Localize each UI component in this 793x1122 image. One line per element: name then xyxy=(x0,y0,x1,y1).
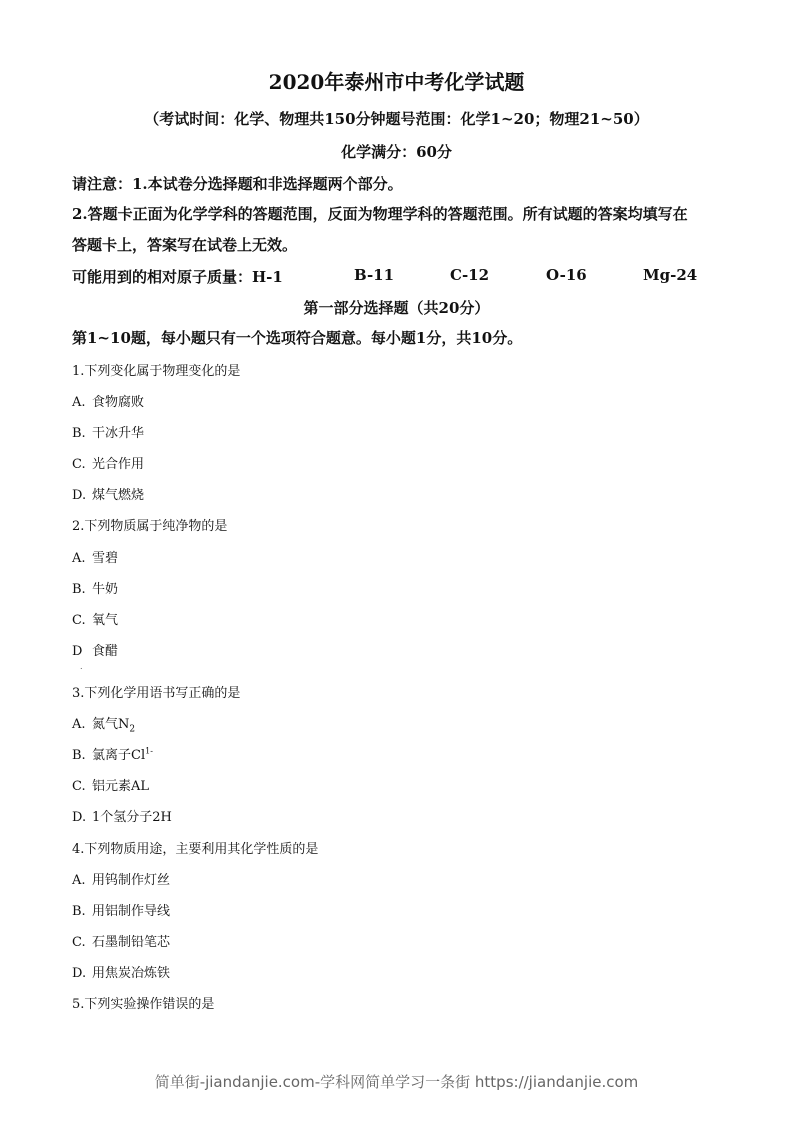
question-stem: 1.下列变化属于物理变化的是 xyxy=(72,364,241,379)
option-label: C. xyxy=(72,457,86,472)
footer-watermark: 简单街-jiandanjie.com-学科网简单学习一条街 https://jiandanjie.com xyxy=(154,1073,639,1091)
option-label: D xyxy=(72,644,83,659)
option-text: 雪碧 xyxy=(92,551,119,566)
option-c xyxy=(72,453,144,472)
option-label: B. xyxy=(72,904,86,919)
option-text: 牛奶 xyxy=(92,582,119,597)
option-label: B. xyxy=(72,748,86,763)
question-stem: 5.下列实验操作错误的是 xyxy=(72,997,215,1012)
option-d xyxy=(72,962,170,981)
option-text: 光合作用 xyxy=(92,457,145,472)
option-d xyxy=(72,484,144,503)
option-d xyxy=(72,806,172,825)
page-title: 2020年泰州市中考化学试题 xyxy=(268,70,525,94)
option-c xyxy=(72,609,118,628)
formula-subscript: 2 xyxy=(129,724,136,735)
atomic-mass-o: O-16 xyxy=(546,266,587,284)
option-text: 氯离子Cl xyxy=(92,748,146,763)
section-instruction: 第1~10题，每小题只有一个选项符合题意。每小题1分，共10分。 xyxy=(72,329,523,347)
option-label: C. xyxy=(72,613,86,628)
option-label: D. xyxy=(72,488,87,503)
full-score-note: 化学满分：60分 xyxy=(341,143,452,161)
option-text: 1个氢分子2H xyxy=(92,810,172,825)
option-label: A. xyxy=(72,873,86,888)
option-c xyxy=(72,931,170,950)
ion-charge-superscript: 1- xyxy=(145,746,153,756)
option-a xyxy=(72,391,144,410)
option-text: 石墨制铅笔芯 xyxy=(92,935,171,950)
option-label: A. xyxy=(72,551,86,566)
note-2-line-2: 答题卡上，答案写在试卷上无效。 xyxy=(72,236,298,254)
atomic-mass-label: 可能用到的相对原子质量：H-1 xyxy=(72,268,283,286)
option-text: 铝元素AL xyxy=(92,779,150,794)
option-text: 干冰升华 xyxy=(92,426,145,441)
option-label: A. xyxy=(72,717,86,732)
option-c xyxy=(72,775,149,794)
option-text: 煤气燃烧 xyxy=(92,488,145,503)
atomic-mass-b: B-11 xyxy=(354,266,395,284)
option-a xyxy=(72,869,170,888)
option-b xyxy=(72,578,118,597)
option-label: C. xyxy=(72,935,86,950)
option-label: B. xyxy=(72,582,86,597)
question-stem: 3.下列化学用语书写正确的是 xyxy=(72,686,241,701)
option-text: 用铝制作导线 xyxy=(92,904,171,919)
section-title: 第一部分选择题（共20分） xyxy=(303,299,490,317)
question-stem: 2.下列物质属于纯净物的是 xyxy=(72,519,228,534)
question-stem: 4.下列物质用途，主要利用其化学性质的是 xyxy=(72,842,319,857)
option-text: 食物腐败 xyxy=(92,395,145,410)
option-text: 氮气N xyxy=(92,717,130,732)
option-label: C. xyxy=(72,779,86,794)
option-text: 用焦炭冶炼铁 xyxy=(92,966,171,981)
option-d xyxy=(72,640,118,659)
stray-mark: . xyxy=(80,662,83,671)
option-label: A. xyxy=(72,395,86,410)
option-label: D. xyxy=(72,810,87,825)
note-2-line-1: 2.答题卡正面为化学学科的答题范围，反面为物理学科的答题范围。所有试题的答案均填写在 xyxy=(72,205,688,223)
option-text: 食醋 xyxy=(92,644,119,659)
note-1: 请注意：1.本试卷分选择题和非选择题两个部分。 xyxy=(72,175,403,193)
option-text: 氧气 xyxy=(92,613,119,628)
option-label: D. xyxy=(72,966,87,981)
option-label: B. xyxy=(72,426,86,441)
option-b xyxy=(72,422,144,441)
atomic-mass-c: C-12 xyxy=(450,266,490,284)
atomic-mass-mg: Mg-24 xyxy=(643,266,698,284)
option-a xyxy=(72,547,118,566)
option-b xyxy=(72,900,170,919)
option-text: 用钨制作灯丝 xyxy=(92,873,171,888)
option-b xyxy=(72,744,153,763)
option-a xyxy=(72,713,135,735)
exam-time-note: （考试时间：化学、物理共150分钟题号范围：化学1~20；物理21~50） xyxy=(144,110,649,128)
